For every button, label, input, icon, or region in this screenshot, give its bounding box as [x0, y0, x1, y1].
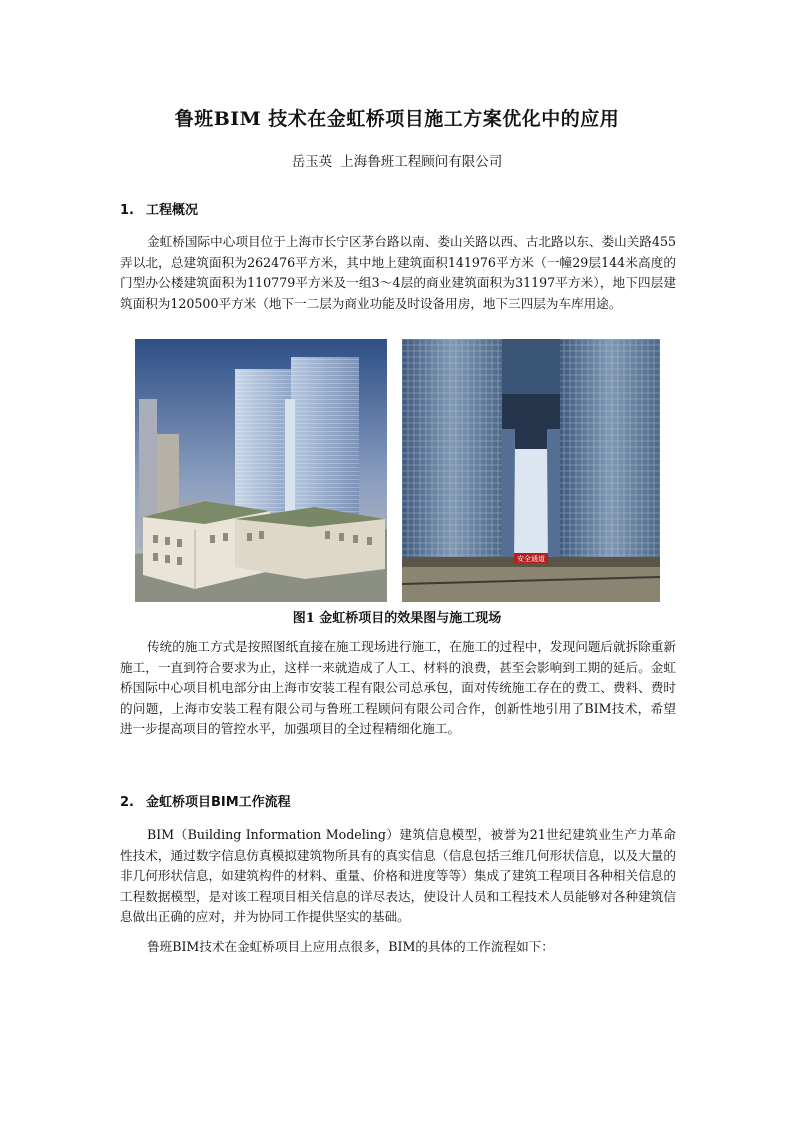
rendering-illustration — [135, 339, 387, 602]
section-number: 1. — [120, 203, 134, 218]
section-number: 2. — [120, 795, 134, 810]
safety-sign-text: 安全通道 — [517, 555, 545, 563]
section-title: 工程概况 — [146, 203, 199, 218]
section-2-heading — [120, 791, 291, 810]
figure-caption: 图1 金虹桥项目的效果图与施工现场 — [292, 611, 502, 626]
paragraph-bim-definition: BIM（Building Information Modeling）建筑信息模型，被誉为21世纪建筑业生产力革命性技术，通过数字信息仿真模拟建筑物所具有的真实信息（信息包括三维几何形状信息，以及大量的非几何形状信息，如建筑构件的材料、重量、价格和进度等等）集成了建筑工程项目各种相关信息的工程数据模型，是对该工程项目相关信息的详尽表达，使设计人员和工程技术人员能够对各种建筑信息做出正确的应对，并为协同工作提供坚实的基础。 — [120, 827, 676, 924]
paragraph-bim-workflow-intro: 鲁班BIM技术在金虹桥项目上应用点很多，BIM的具体的工作流程如下： — [147, 939, 554, 954]
section-1-heading — [120, 199, 198, 218]
author-organization: 上海鲁班工程顾问有限公司 — [340, 154, 503, 170]
figure-rendering-image — [135, 339, 387, 602]
document-title: 鲁班BIM 技术在金虹桥项目施工方案优化中的应用 — [174, 108, 620, 130]
section-title: 金虹桥项目BIM工作流程 — [146, 795, 291, 810]
figure-construction-site-image — [402, 339, 660, 602]
paragraph-project-overview: 金虹桥国际中心项目位于上海市长宁区茅台路以南、娄山关路以西、古北路以东、娄山关路455弄以北，总建筑面积为262476平方米，其中地上建筑面积141976平方米（一幢29层144米高度的门型办公楼建筑面积为110779平方米及一组3～4层的商业建筑面积为31197平方米），地下四层建筑面积为120500平方米（地下一二层为商业功能及时设备用房，地下三四层为车库用途。 — [120, 234, 676, 311]
construction-site-illustration — [402, 339, 660, 602]
paragraph-traditional-construction: 传统的施工方式是按照图纸直接在施工现场进行施工，在施工的过程中，发现问题后就拆除重新施工，一直到符合要求为止，这样一来就造成了人工、材料的浪费，甚至会影响到工期的延后。金虹桥国际中心项目机电部分由上海市安装工程有限公司总承包，面对传统施工存在的费工、费料、费时的问题，上海市安装工程有限公司与鲁班工程顾问有限公司合作，创新性地引用了BIM技术，希望进一步提高项目的管控水平，加强项目的全过程精细化施工。 — [120, 639, 676, 736]
author-name: 岳玉英 — [291, 154, 333, 170]
author-line — [0, 150, 794, 170]
